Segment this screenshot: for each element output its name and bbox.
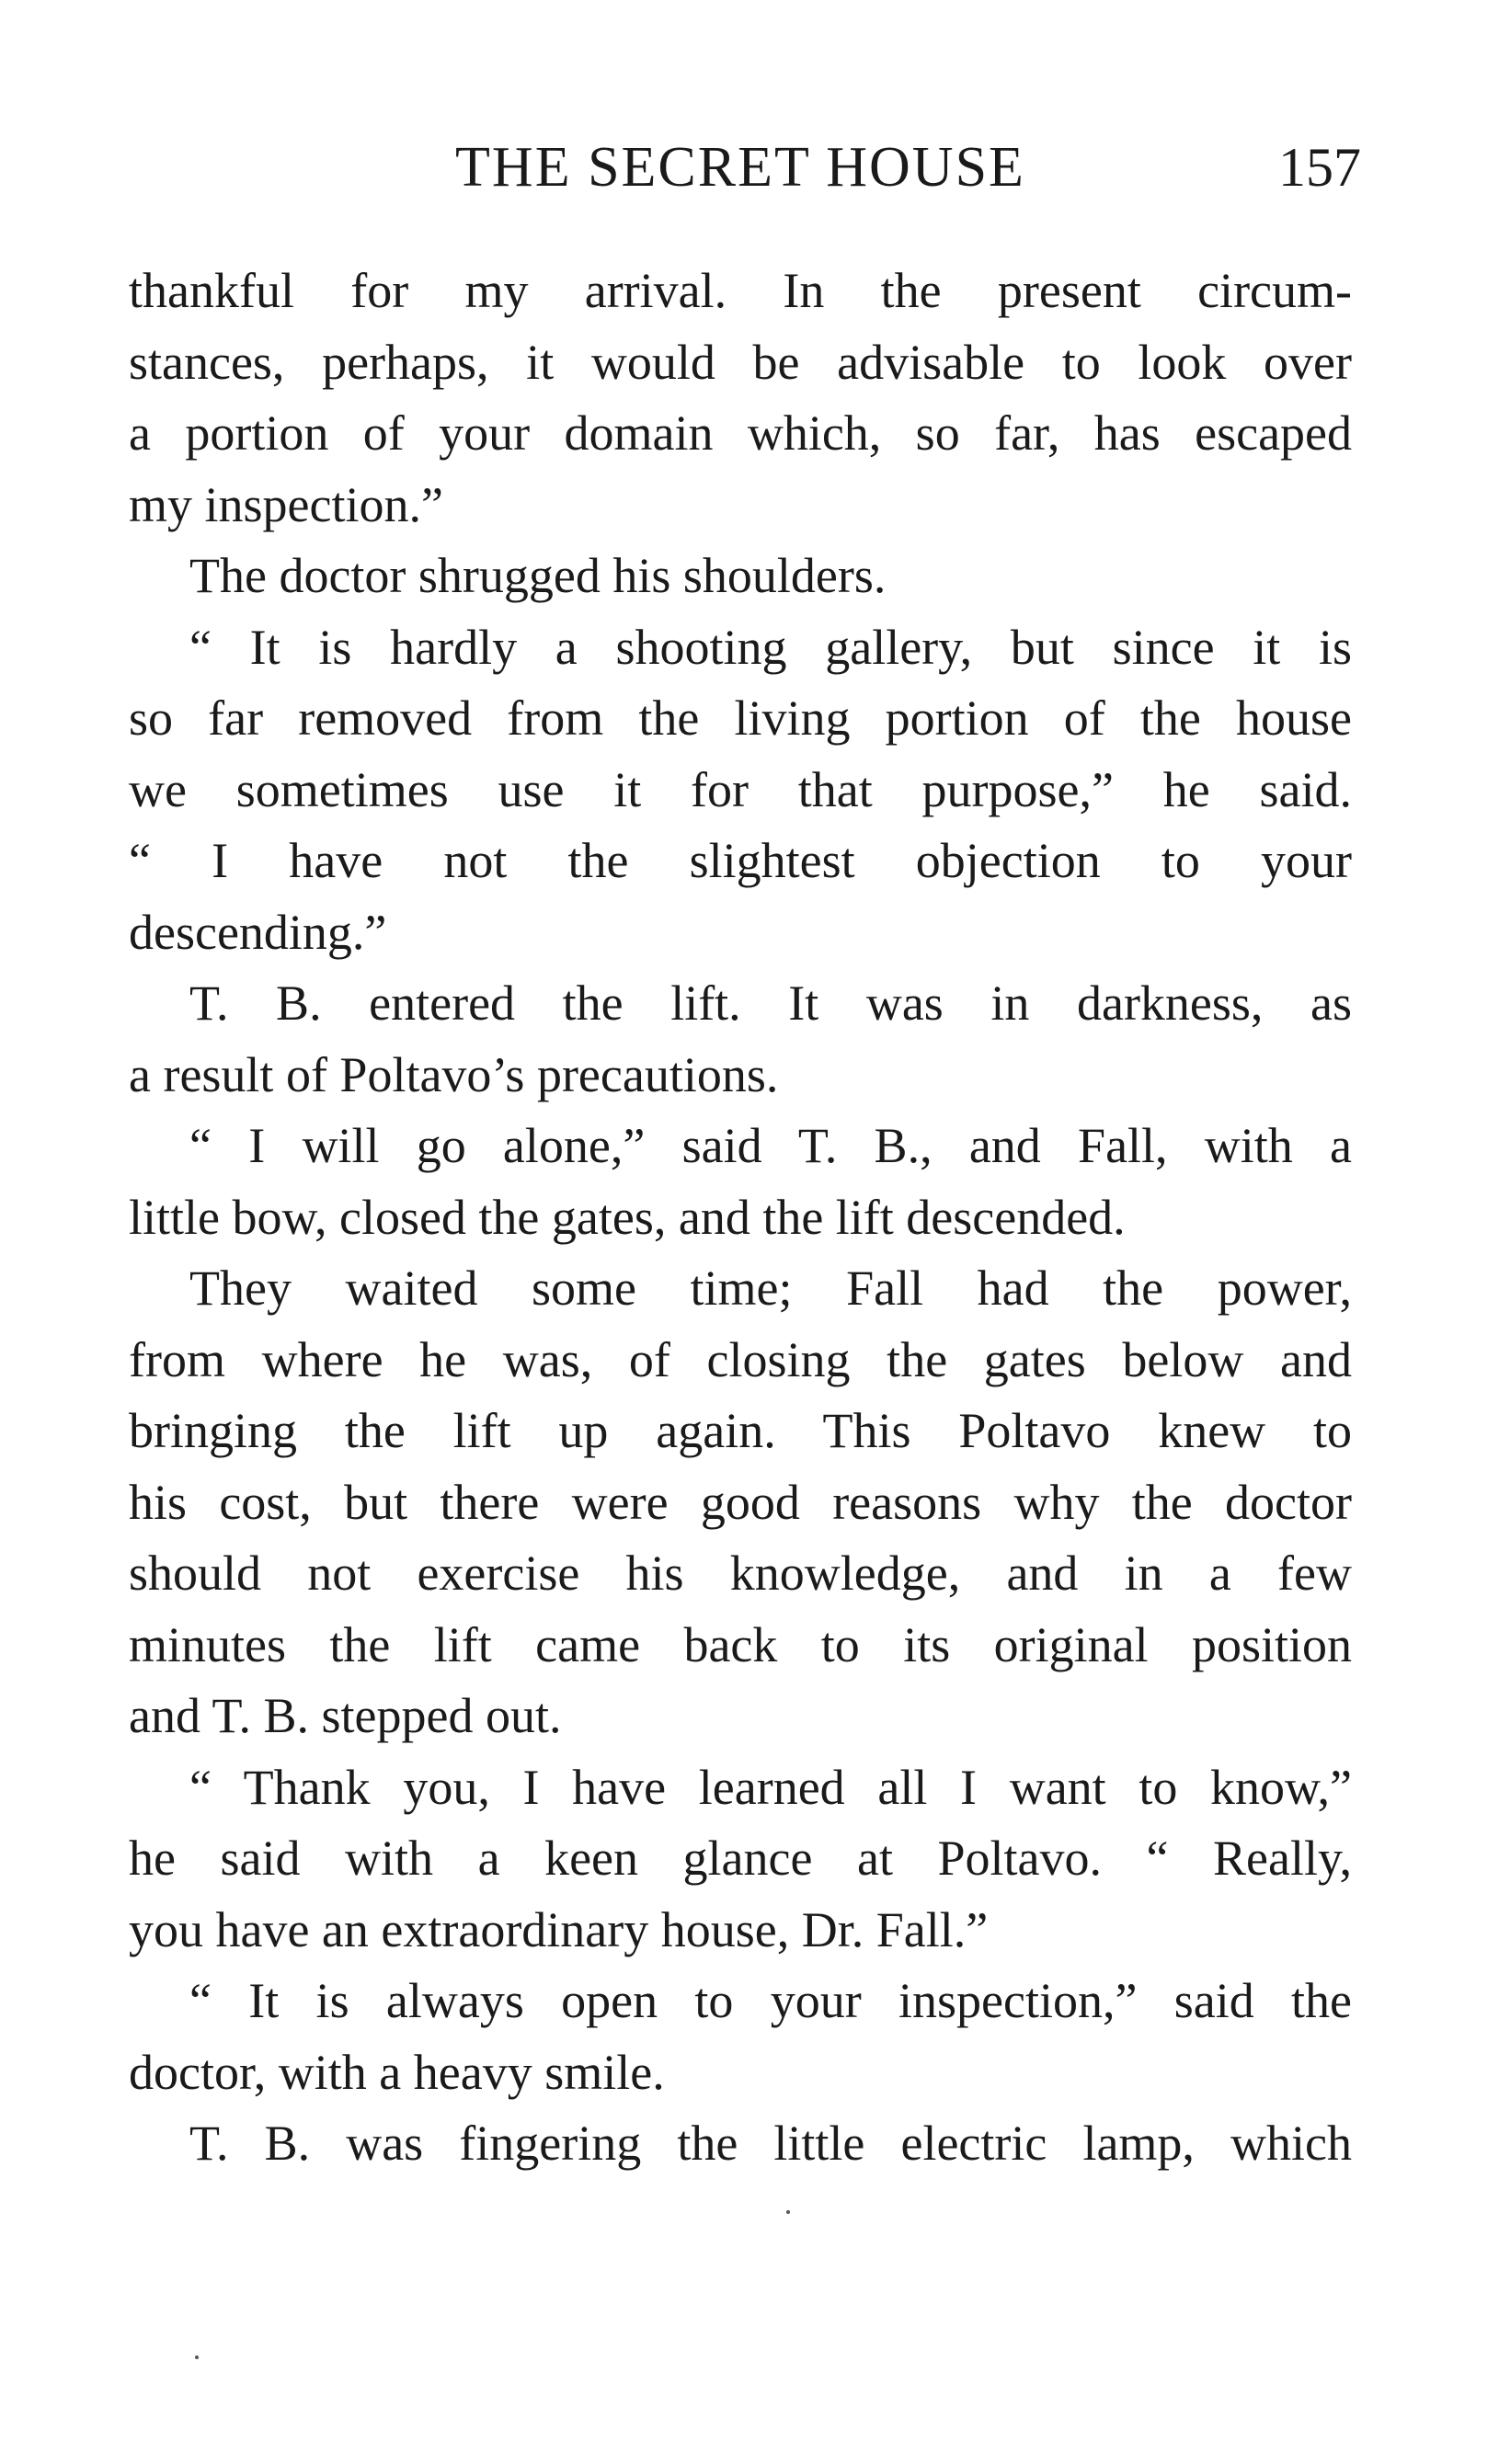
text-line: he said with a keen glance at Poltavo. “ Really, <box>129 1831 1352 1886</box>
text-line: T. B. entered the lift. It was in darkness, as <box>189 975 1352 1031</box>
text-line: minutes the lift came back to its original position <box>129 1616 1352 1672</box>
text-line: from where he was, of closing the gates below and <box>129 1331 1352 1387</box>
text-line: “ It is hardly a shooting gallery, but since it is <box>189 619 1352 675</box>
text-line: a portion of your domain which, so far, has escaped <box>129 405 1352 461</box>
text-line: “ I will go alone,” said T. B., and Fall, with a <box>189 1118 1352 1173</box>
text-line: his cost, but there were good reasons why the doctor <box>129 1474 1352 1530</box>
running-head <box>129 131 1361 204</box>
text-line: The doctor shrugged his shoulders. <box>189 548 887 603</box>
text-line: They waited some time; Fall had the power, <box>189 1261 1352 1316</box>
text-line: and T. B. stepped out. <box>129 1688 562 1743</box>
page-number: 157 <box>1278 137 1361 198</box>
text-line: T. B. was fingering the little electric lamp, which <box>189 2116 1352 2171</box>
text-line: “ It is always open to your inspection,” said the <box>189 1973 1352 2028</box>
text-line: you have an extraordinary house, Dr. Fall.” <box>129 1901 989 1957</box>
text-line: little bow, closed the gates, and the lift descended. <box>129 1189 1126 1245</box>
paper-speck <box>195 2356 199 2359</box>
running-title: THE SECRET HOUSE <box>455 136 1025 199</box>
text-line: “ Thank you, I have learned all I want to know,” <box>189 1759 1352 1815</box>
text-line: “ I have not the slightest objection to your <box>129 833 1352 888</box>
text-line: stances, perhaps, it would be advisable to look over <box>129 334 1352 390</box>
body-text <box>129 256 1352 2180</box>
paper-speck <box>786 2210 790 2214</box>
text-line: should not exercise his knowledge, and in a few <box>129 1546 1352 1601</box>
text-line: descending.” <box>129 904 387 960</box>
text-line: bringing the lift up again. This Poltavo knew to <box>129 1403 1352 1458</box>
text-line: my inspection.” <box>129 476 443 532</box>
text-line: a result of Poltavo’s precautions. <box>129 1046 779 1102</box>
text-line: doctor, with a heavy smile. <box>129 2044 665 2100</box>
text-line: we sometimes use it for that purpose,” he said. <box>129 761 1352 817</box>
text-line: so far removed from the living portion of the house <box>129 690 1352 746</box>
text-line: thankful for my arrival. In the present circum- <box>129 263 1352 318</box>
